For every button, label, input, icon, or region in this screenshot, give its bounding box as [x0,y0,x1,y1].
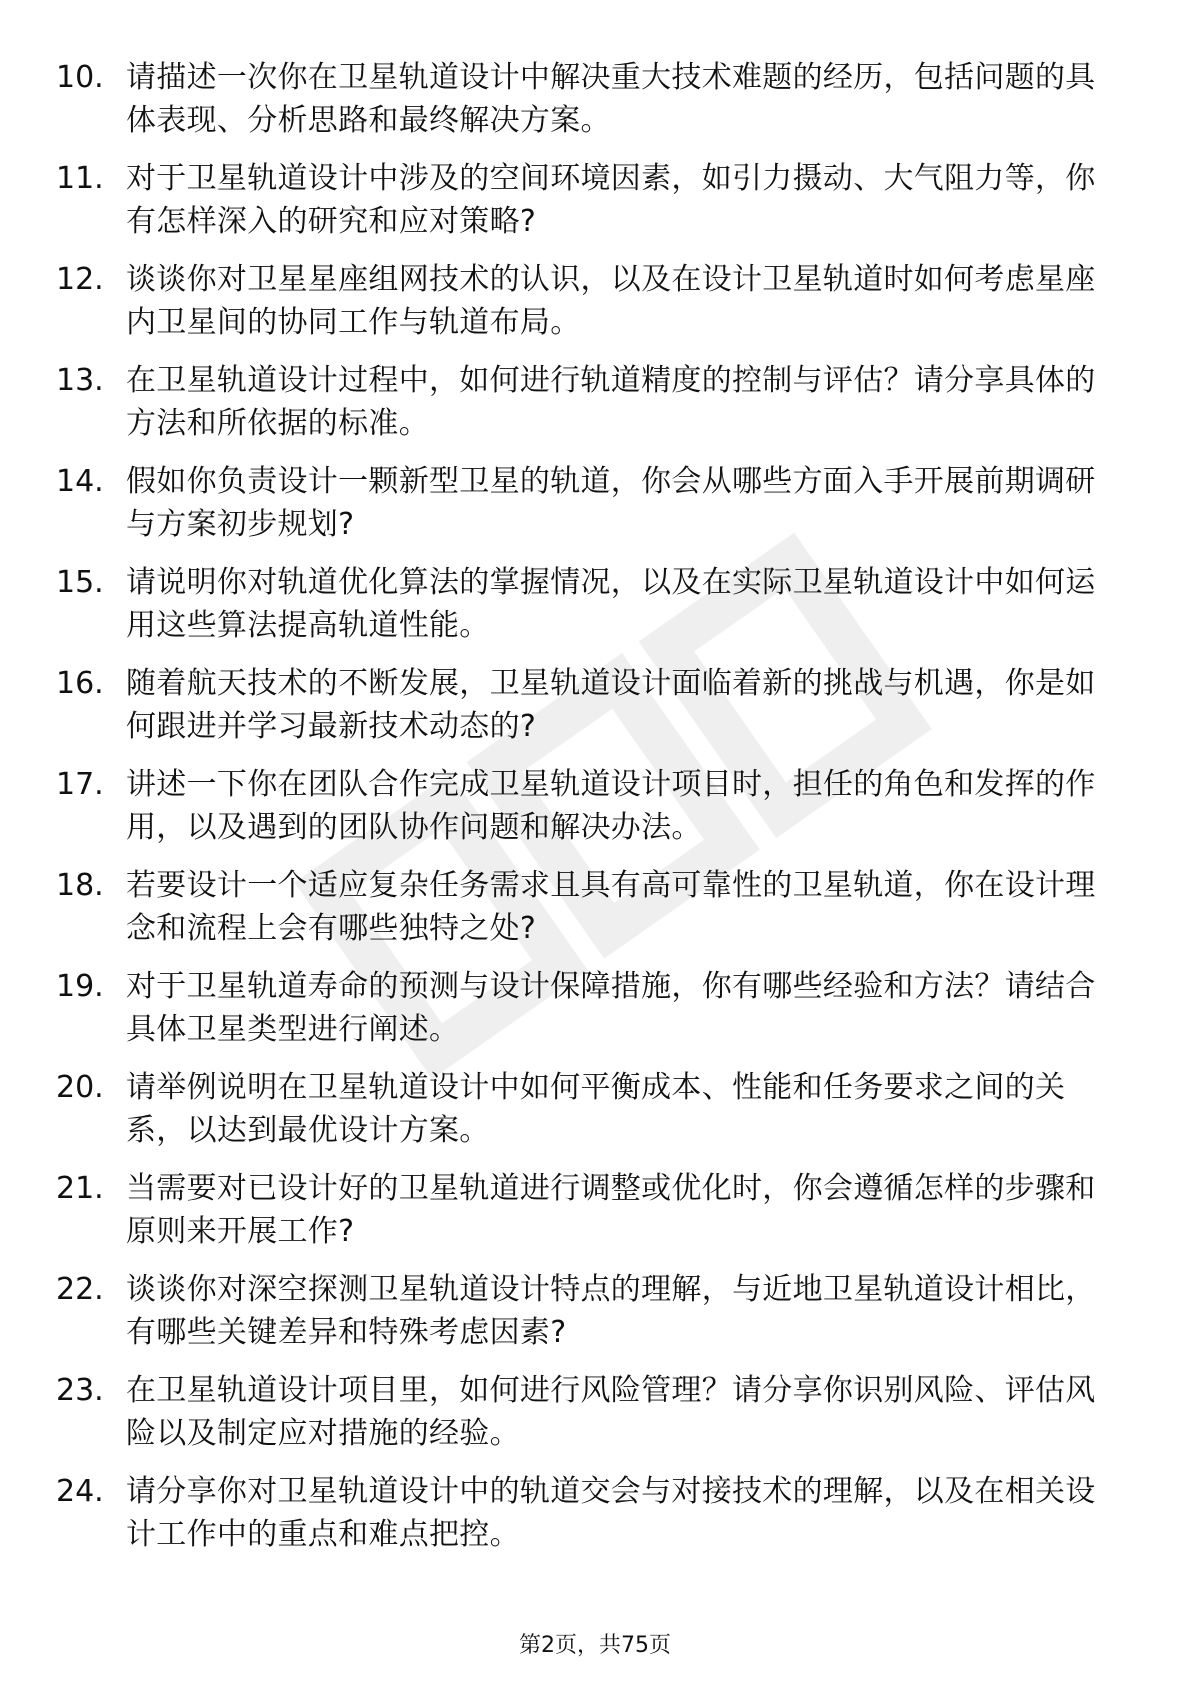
question-text: 谈谈你对卫星星座组网技术的认识，以及在设计卫星轨道时如何考虑星座内卫星间的协同工作与轨道布局。 [126,262,1096,340]
question-text: 假如你负责设计一颗新型卫星的轨道，你会从哪些方面入手开展前期调研与方案初步规划? [126,464,1096,542]
question-number: 13. [56,363,104,398]
question-number: 16. [56,666,104,701]
question-text: 请分享你对卫星轨道设计中的轨道交会与对接技术的理解，以及在相关设计工作中的重点和难点把控。 [126,1474,1096,1552]
question-text: 随着航天技术的不断发展，卫星轨道设计面临着新的挑战与机遇，你是如何跟进并学习最新技术动态的? [126,666,1096,744]
question-text: 当需要对已设计好的卫星轨道进行调整或优化时，你会遵循怎样的步骤和原则来开展工作? [126,1171,1096,1249]
question-number: 10. [56,60,104,95]
question-item [56,359,1116,445]
question-number: 18. [56,868,104,903]
question-item [56,258,1116,344]
question-text: 讲述一下你在团队合作完成卫星轨道设计项目时，担任的角色和发挥的作用，以及遇到的团队协作问题和解决办法。 [126,767,1096,845]
question-text: 若要设计一个适应复杂任务需求且具有高可靠性的卫星轨道，你在设计理念和流程上会有哪些独特之处? [126,868,1096,946]
question-text: 请举例说明在卫星轨道设计中如何平衡成本、性能和任务要求之间的关系，以达到最优设计方案。 [126,1070,1066,1148]
question-item [56,561,1116,647]
question-number: 19. [56,969,104,1004]
question-text: 对于卫星轨道设计中涉及的空间环境因素，如引力摄动、大气阻力等，你有怎样深入的研究和应对策略? [126,161,1096,239]
page-number-footer: 第2页，共75页 [519,1633,671,1658]
question-item [56,1369,1116,1455]
question-text: 请说明你对轨道优化算法的掌握情况，以及在实际卫星轨道设计中如何运用这些算法提高轨道性能。 [126,565,1096,643]
question-text: 谈谈你对深空探测卫星轨道设计特点的理解，与近地卫星轨道设计相比，有哪些关键差异和特殊考虑因素? [126,1272,1096,1350]
question-item [56,662,1116,748]
question-number: 14. [56,464,104,499]
question-number: 17. [56,767,104,802]
question-text: 对于卫星轨道寿命的预测与设计保障措施，你有哪些经验和方法？请结合具体卫星类型进行阐述。 [126,969,1096,1047]
question-item [56,157,1116,243]
question-item [56,965,1116,1051]
question-number: 15. [56,565,104,600]
question-number: 20. [56,1070,104,1105]
question-text: 在卫星轨道设计项目里，如何进行风险管理？请分享你识别风险、评估风险以及制定应对措施的经验。 [126,1373,1096,1451]
question-item [56,56,1116,142]
question-list [56,56,1116,1571]
question-number: 24. [56,1474,104,1509]
question-number: 12. [56,262,104,297]
question-item [56,460,1116,546]
question-item [56,1066,1116,1152]
question-item [56,1167,1116,1253]
question-number: 23. [56,1373,104,1408]
question-text: 请描述一次你在卫星轨道设计中解决重大技术难题的经历，包括问题的具体表现、分析思路和最终解决方案。 [126,60,1096,138]
question-number: 22. [56,1272,104,1307]
question-item [56,1470,1116,1556]
question-number: 21. [56,1171,104,1206]
question-number: 11. [56,161,104,196]
question-item [56,763,1116,849]
question-item [56,1268,1116,1354]
question-item [56,864,1116,950]
question-text: 在卫星轨道设计过程中，如何进行轨道精度的控制与评估？请分享具体的方法和所依据的标准。 [126,363,1096,441]
